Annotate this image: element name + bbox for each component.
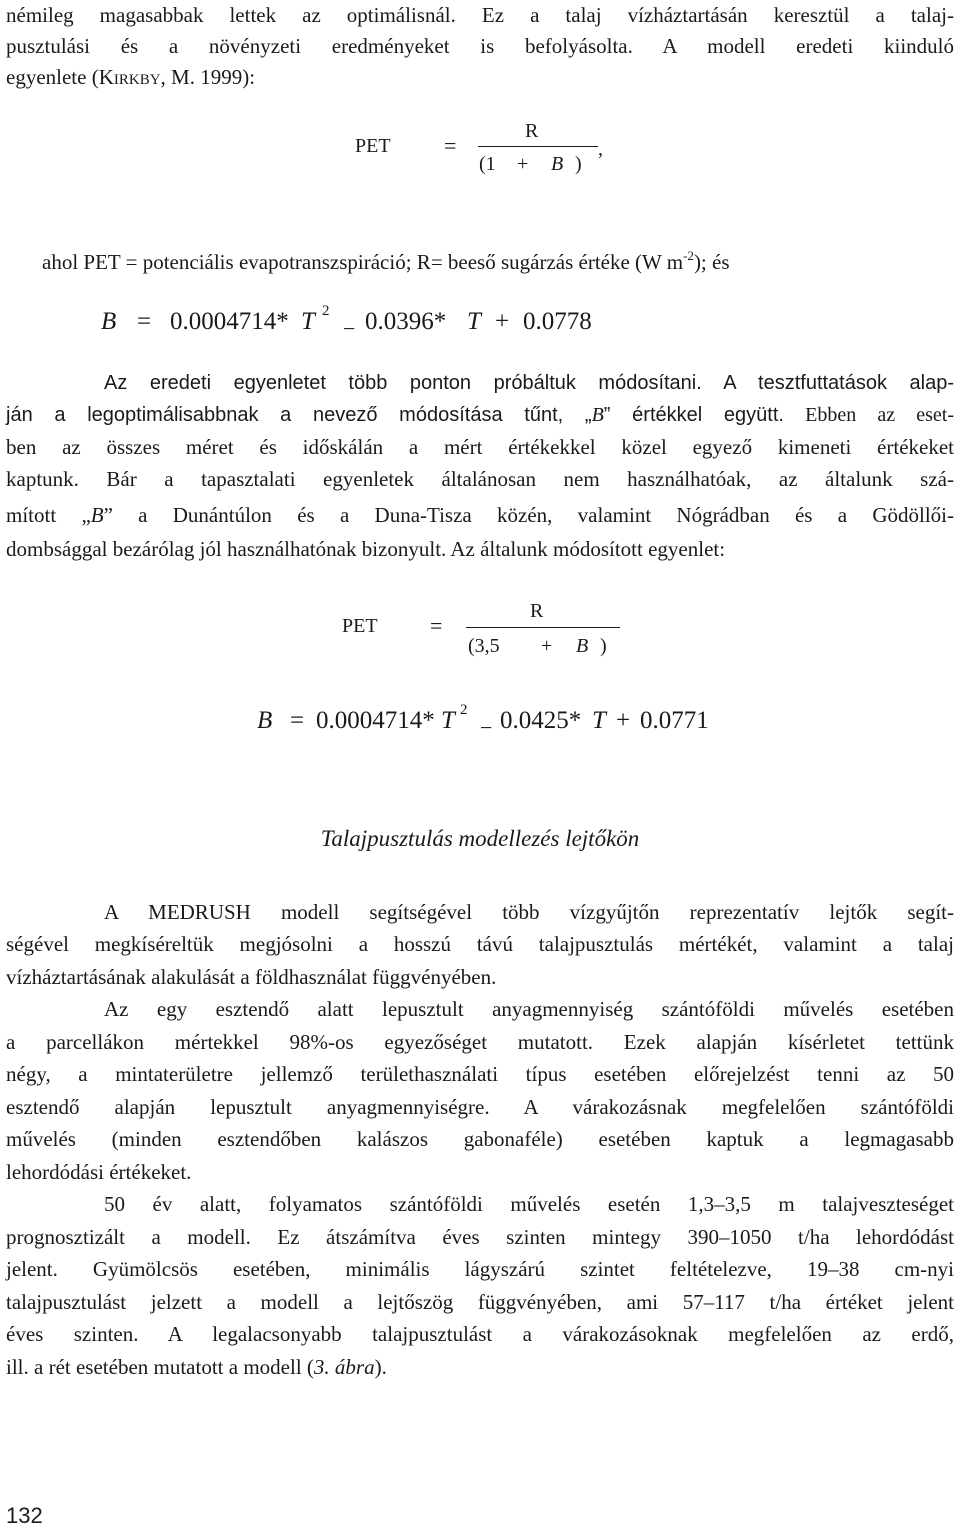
text-line: ségével megkíséreltük megjósolni a hosszú távú talajpusztulás mértékét, valamint a talaj <box>6 932 954 956</box>
text-line: lehordódási értékeket. <box>6 1160 192 1184</box>
text-line: egyenlete (KIRKBY, M. 1999): <box>6 65 256 89</box>
text-line: ill. a rét esetében mutatott a modell (3. ábra). <box>6 1355 387 1379</box>
text-line: dombsággal bezárólag jól használhatónak bizonyult. Az általunk módosított egyenlet: <box>6 537 726 561</box>
text-line: művelés (minden esztendőben kalászos gabonaféle) esetében kaptuk a legmagasabb <box>6 1127 954 1151</box>
text-line: kaptunk. Bár a tapasztalati egyenletek általánosan nem használhatóak, az általunk szá- <box>6 467 954 491</box>
text-line: mított „B” a Dunántúlon és a Duna-Tisza közén, valamint Nógrádban és a Gödöllői- <box>6 503 954 527</box>
text-line: esztendő alapján lepusztult anyagmennyiségre. A várakozásnak megfelelően szántóföldi <box>6 1095 954 1119</box>
document-page: némileg magasabbak lettek az optimálisnál. Ez a talaj vízháztartásán keresztül a talaj- pusztulási és a növényzeti eredményeket is befolyásolta. A modell eredeti kiinduló egyenlete (KIRKBY, M. 1999): PET = R (1 + B ) , ahol PET = potenciális evapotranszspiráció; R= beeső sugárzás értéke (W $m^{-2}$); és B = 0.0004714* T 2 − 0.0396* T + 0.0778 Az eredeti egyenletet több ponton próbáltuk módosítani. A tesztfuttatások alap- ján a legoptimálisabbnak a nevező módosítása tűnt, „B” értékkel együtt. Ebben az eset- ben az összes méret és időskálán a mért értékekkel közel egyező kimeneti értékeket kaptunk. Bár a tapasztalati egyenletek általánosan nem használhatóak, az általunk szá- mított „B” a Dunántúlon és a Duna-Tisza közén, valamint Nógrádban és a Gödöllői- dombsággal bezárólag jól használhatónak bizonyult. Az általunk módosított egyenlet: PET = R (3,5 + B ) B = 0.0004714* T 2 − 0.0425* T + 0.0771 Talajpusztulás modellezés lejtőkön A MEDRUSH modell segítségével több vízgyűjtőn reprezentatív lejtők segít- ségével megkíséreltük megjósolni a hosszú távú talajpusztulás mértékét, valamint a talaj vízháztartásának alakulását a földhasználat függvényében. Az egy esztendő alatt lepusztult anyagmennyiség szántóföldi művelés esetében a parcellákon mértekkel 98%-os egyezőséget mutatott. Ezek alapján kísérletet tettünk négy, a mintaterületre jellemző területhasználati típus esetében előrejelzést tenni az 50 esztendő alapján lepusztult anyagmennyiségre. A várakozásnak megfelelően szántóföldi művelés (minden esztendőben kalászos gabonaféle) esetében kaptuk a legmagasabb lehordódási értékeket. 50 év alatt, folyamatos szántóföldi művelés esetén 1,3–3,5 m talajveszteséget prognosztizált a modell. Ez átszámítva éves szinten mintegy 390–1050 t/ha lehordódást jelent. Gyümölcsös esetében, minimális lágyszárú szintet feltételezve, 19–38 cm-nyi talajpusztulást jelzett a modell a lejtőszög függvényében, ami 57–117 t/ha értéket jelent éves szinten. A legalacsonyabb talajpusztulást a várakozásoknak megfelelően az erdő, ill. a rét esetében mutatott a modell (3. ábra). 132 <box>0 0 960 1528</box>
definitions-line: ahol PET = potenciális evapotranszspiráció; R= beeső sugárzás értéke (W $m^{-2}$); és <box>42 248 730 274</box>
text-line: prognosztizált a modell. Ez átszámítva éves szinten mintegy 390–1050 t/ha lehordódást <box>6 1225 954 1249</box>
text-line: talajpusztulást jelzett a modell a lejtőszög függvényében, ami 57–117 t/ha értéket jelent <box>6 1290 954 1314</box>
text-line: Az eredeti egyenletet több ponton próbáltuk módosítani. A tesztfuttatások alap- <box>104 372 954 394</box>
text-line: A MEDRUSH modell segítségével több vízgyűjtőn reprezentatív lejtők segít- <box>104 900 954 924</box>
text-line: pusztulási és a növényzeti eredményeket is befolyásolta. A modell eredeti kiinduló <box>6 34 954 58</box>
text-line: Az egy esztendő alatt lepusztult anyagmennyiség szántóföldi művelés esetében <box>104 997 954 1021</box>
page-number: 132 <box>6 1503 43 1528</box>
text-line: jelent. Gyümölcsös esetében, minimális lágyszárú szintet feltételezve, 19–38 cm-nyi <box>6 1257 954 1281</box>
text-line: 50 év alatt, folyamatos szántóföldi művelés esetén 1,3–3,5 m talajveszteséget <box>104 1192 954 1216</box>
text-line: ján a legoptimálisabbnak a nevező módosítása tűnt, „B” értékkel együtt. Ebben az eset- <box>6 404 955 426</box>
text-line: vízháztartásának alakulását a földhasználat függvényében. <box>6 965 497 989</box>
text-line: a parcellákon mértekkel 98%-os egyezőséget mutatott. Ezek alapján kísérletet tettünk <box>6 1030 954 1054</box>
text-line: éves szinten. A legalacsonyabb talajpusztulást a várakozásoknak megfelelően az erdő, <box>6 1322 954 1346</box>
section-heading: Talajpusztulás modellezés lejtőkön <box>320 826 640 851</box>
text-line: némileg magasabbak lettek az optimálisnál. Ez a talaj vízháztartásán keresztül a talaj- <box>6 3 954 27</box>
text-line: ben az összes méret és időskálán a mért értékekkel közel egyező kimeneti értékeket <box>6 435 954 459</box>
text-line: négy, a mintaterületre jellemző területhasználati típus esetében előrejelzést tenni az 50 <box>6 1062 954 1086</box>
